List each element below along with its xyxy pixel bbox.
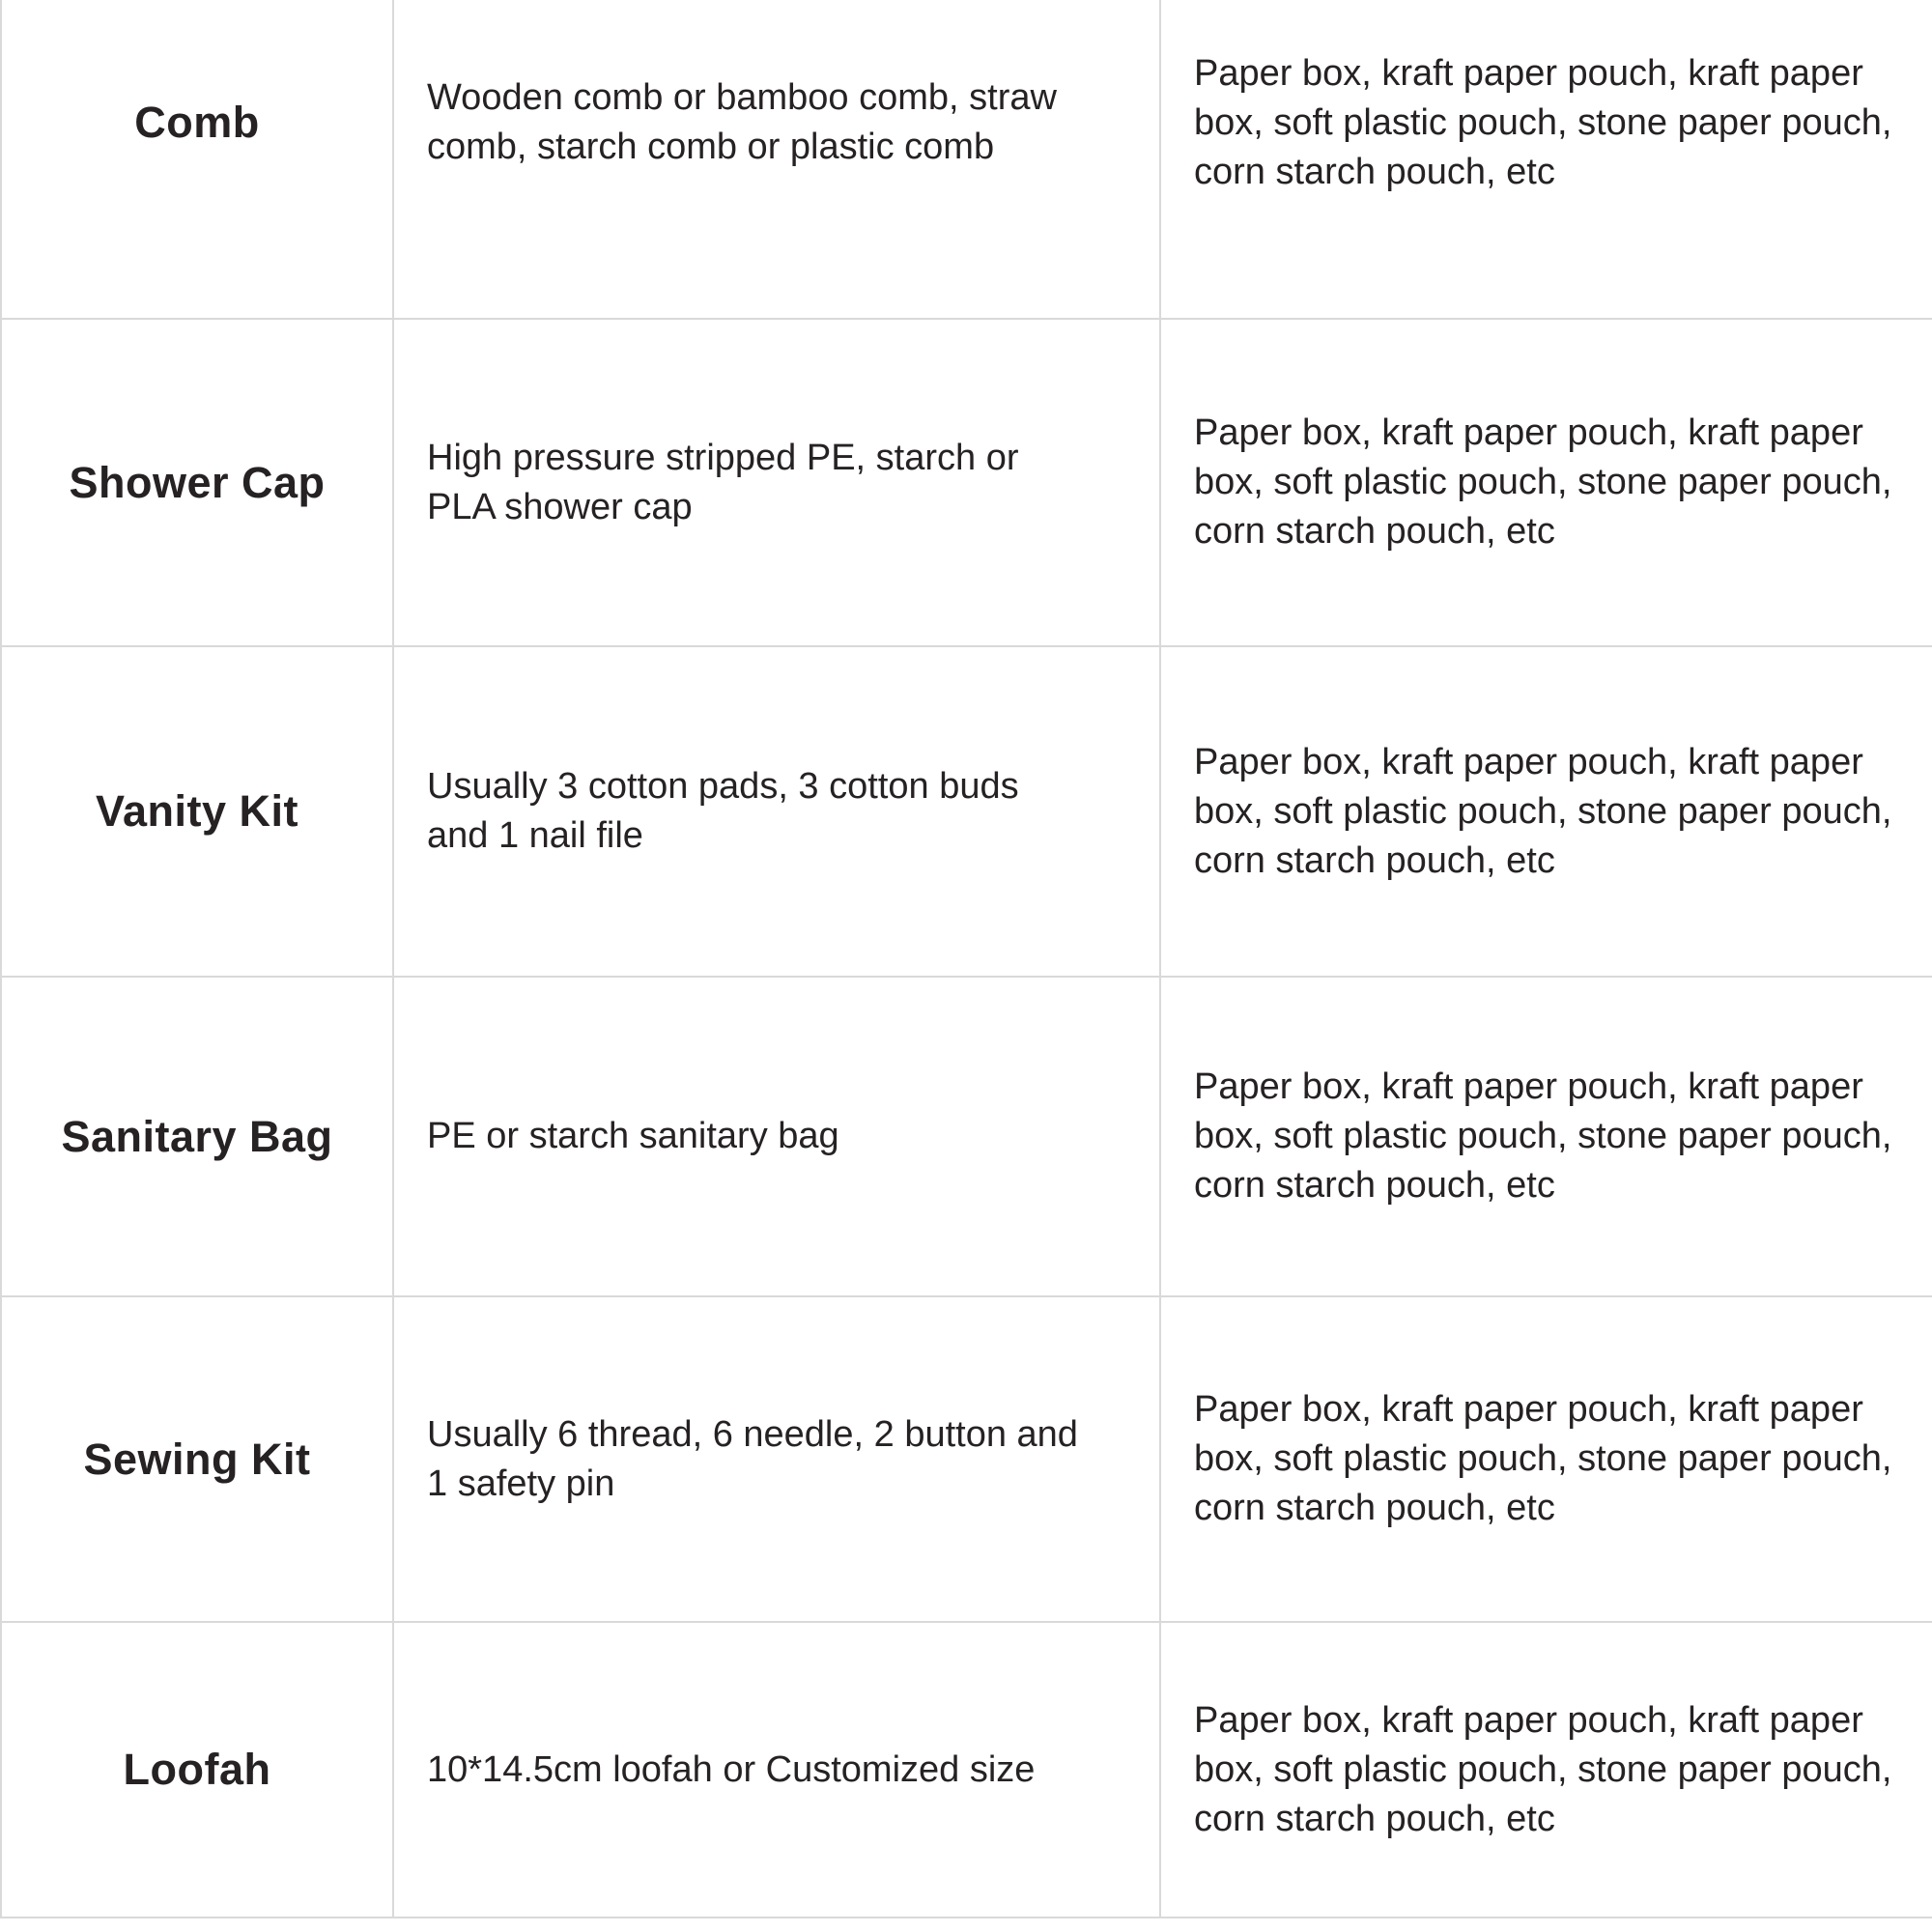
table-row [1, 646, 1932, 977]
description-cell: Usually 6 thread, 6 needle, 2 button and 1 safety pin [393, 1296, 1160, 1622]
packaging-cell: Paper box, kraft paper pouch, kraft paper box, soft plastic pouch, stone paper pouch, corn starch pouch, etc [1160, 0, 1932, 319]
product-cell: Sanitary Bag [1, 977, 393, 1296]
packaging-cell: Paper box, kraft paper pouch, kraft paper box, soft plastic pouch, stone paper pouch, corn starch pouch, etc [1160, 977, 1932, 1296]
product-cell: Shower Cap [1, 319, 393, 646]
packaging-cell: Paper box, kraft paper pouch, kraft paper box, soft plastic pouch, stone paper pouch, corn starch pouch, etc [1160, 646, 1932, 977]
description-cell: Wooden comb or bamboo comb, straw comb, starch comb or plastic comb [393, 0, 1160, 319]
packaging-cell: Paper box, kraft paper pouch, kraft paper box, soft plastic pouch, stone paper pouch, corn starch pouch, etc [1160, 319, 1932, 646]
table-row [1, 1296, 1932, 1622]
packaging-cell: Paper box, kraft paper pouch, kraft paper box, soft plastic pouch, stone paper pouch, corn starch pouch, etc [1160, 1622, 1932, 1918]
product-cell: Sewing Kit [1, 1296, 393, 1622]
table-body [1, 0, 1932, 1918]
description-cell: 10*14.5cm loofah or Customized size [393, 1622, 1160, 1918]
product-cell: Loofah [1, 1622, 393, 1918]
table-row [1, 319, 1932, 646]
description-cell: High pressure stripped PE, starch or PLA shower cap [393, 319, 1160, 646]
product-cell: Comb [1, 0, 393, 319]
table-row [1, 977, 1932, 1296]
table-row [1, 0, 1932, 319]
table-row [1, 1622, 1932, 1918]
product-cell: Vanity Kit [1, 646, 393, 977]
description-cell: PE or starch sanitary bag [393, 977, 1160, 1296]
packaging-cell: Paper box, kraft paper pouch, kraft paper box, soft plastic pouch, stone paper pouch, corn starch pouch, etc [1160, 1296, 1932, 1622]
description-cell: Usually 3 cotton pads, 3 cotton buds and 1 nail file [393, 646, 1160, 977]
